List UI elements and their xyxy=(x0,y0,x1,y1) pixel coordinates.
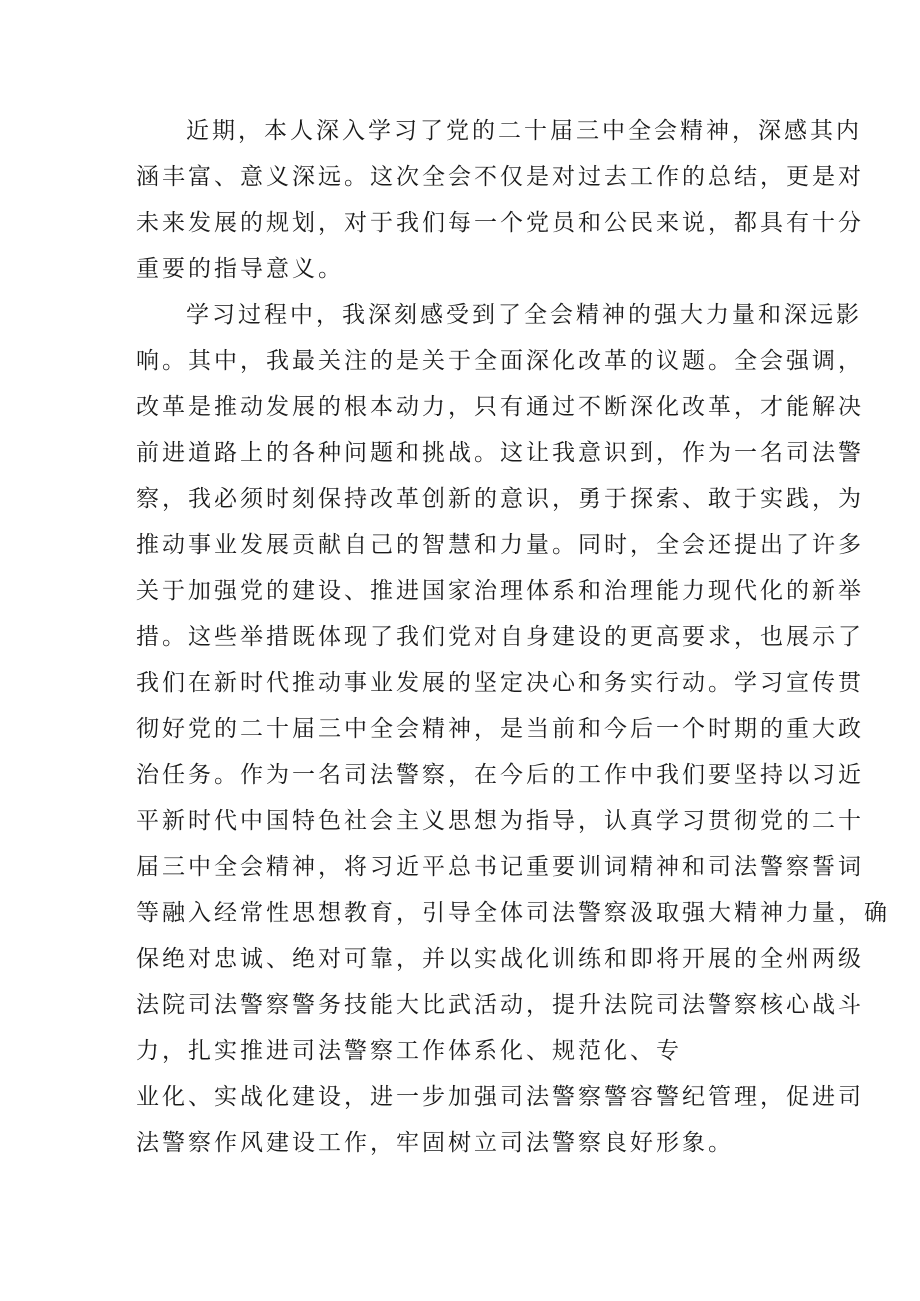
text-line: 近期，本人深入学习了党的二十届三中全会精神，深感其内 xyxy=(186,118,862,144)
document-body xyxy=(136,108,890,1166)
paragraph-2 xyxy=(136,292,890,1166)
text-line: 涵丰富、意义深远。这次全会不仅是对过去工作的总结，更是对 xyxy=(136,164,864,190)
text-line: 届三中全会精神，将习近平总书记重要训词精神和司法警察誓词 xyxy=(136,854,864,880)
text-line: 关于加强党的建设、推进国家治理体系和治理能力现代化的新举 xyxy=(136,578,864,604)
text-line: 响。其中，我最关注的是关于全面深化改革的议题。全会强调， xyxy=(136,348,864,374)
text-line: 法院司法警察警务技能大比武活动，提升法院司法警察核心战斗 xyxy=(136,992,864,1018)
text-line: 平新时代中国特色社会主义思想为指导，认真学习贯彻党的二十 xyxy=(136,808,864,834)
text-line: 彻好党的二十届三中全会精神，是当前和今后一个时期的重大政 xyxy=(136,716,864,742)
text-line: 学习过程中，我深刻感受到了全会精神的强大力量和深远影 xyxy=(186,302,862,328)
text-line: 治任务。作为一名司法警察，在今后的工作中我们要坚持以习近 xyxy=(136,762,864,788)
text-line: 业化、实战化建设，进一步加强司法警察警容警纪管理，促进司 xyxy=(136,1084,864,1110)
text-line: 法警察作风建设工作，牢固树立司法警察良好形象。 xyxy=(136,1130,734,1156)
paragraph-1 xyxy=(136,108,864,292)
text-line: 等融入经常性思想教育，引导全体司法警察汲取强大精神力量，确 xyxy=(136,900,890,926)
text-line: 前进道路上的各种问题和挑战。这让我意识到，作为一名司法警 xyxy=(136,440,864,466)
text-line: 保绝对忠诚、绝对可靠，并以实战化训练和即将开展的全州两级 xyxy=(136,946,864,972)
text-line: 未来发展的规划，对于我们每一个党员和公民来说，都具有十分 xyxy=(136,210,864,236)
text-line: 推动事业发展贡献自己的智慧和力量。同时，全会还提出了许多 xyxy=(136,532,864,558)
text-line: 察，我必须时刻保持改革创新的意识，勇于探索、敢于实践，为 xyxy=(136,486,864,512)
text-line: 改革是推动发展的根本动力，只有通过不断深化改革，才能解决 xyxy=(136,394,864,420)
text-line: 力，扎实推进司法警察工作体系化、规范化、专 xyxy=(136,1038,682,1064)
text-line: 措。这些举措既体现了我们党对自身建设的更高要求，也展示了 xyxy=(136,624,864,650)
text-line: 我们在新时代推动事业发展的坚定决心和务实行动。学习宣传贯 xyxy=(136,670,864,696)
text-line: 重要的指导意义。 xyxy=(136,256,344,282)
